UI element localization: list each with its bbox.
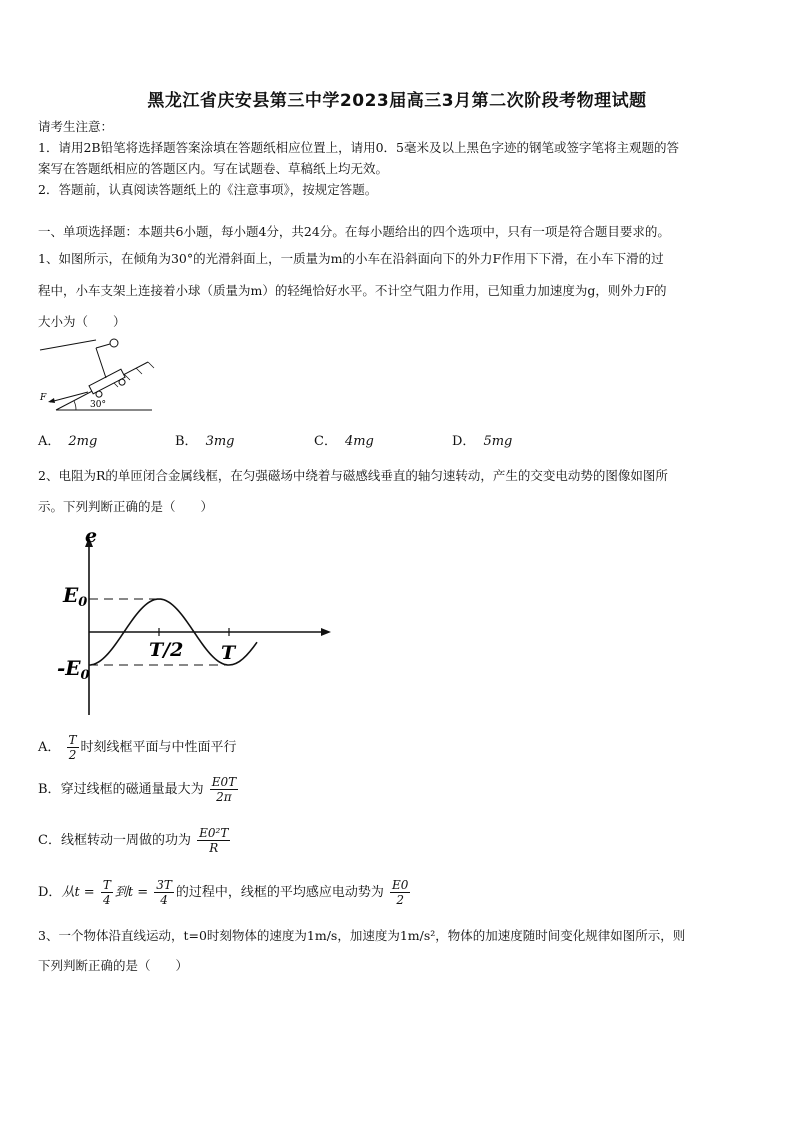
q3-line-1: 3、一个物体沿直线运动，t=0时刻物体的速度为1m/s，加速度为1m/s²，物体的加速度随时间变化规律如图所示，则 — [38, 928, 686, 943]
chart-y-tick-neg-e0: $-E_0$ — [57, 656, 90, 683]
q1-line-1: 1、如图所示，在倾角为30°的光滑斜面上，一质量为m的小车在沿斜面向下的外力F作用下下滑，在小车下滑的过 — [38, 251, 664, 266]
exam-title: 黑龙江省庆安县第三中学2023届高三3月第二次阶段考物理试题 — [147, 91, 647, 111]
q1-option-c[interactable]: C． 4mg — [314, 434, 374, 449]
q1-line-2: 程中，小车支架上连接着小球（质量为m）的轻绳恰好水平。不计空气阻力作用，已知重力加速度为g，则外力F的 — [38, 283, 667, 298]
q1-option-d[interactable]: D． 5mg — [452, 434, 513, 449]
q1-incline-figure — [36, 336, 160, 416]
chart-y-label: e — [85, 525, 98, 547]
q2-option-a[interactable]: A． $\frac{T}{2}$ 时刻线框平面与中性面平行 — [38, 733, 237, 762]
q1-option-b[interactable]: B． 3mg — [175, 434, 235, 449]
q1-option-a[interactable]: A． 2mg — [38, 434, 98, 449]
q1-force-label: F — [40, 393, 47, 403]
notice-heading: 请考生注意： — [38, 119, 114, 134]
chart-x-label-full: T — [221, 642, 236, 664]
q2-line-2: 示。下列判断正确的是（ ） — [38, 499, 214, 514]
q2-option-b[interactable]: B．穿过线框的磁通量最大为 $\frac{E0T}{2\pi}$ — [38, 775, 237, 804]
chart-x-label-half: T/2 — [149, 639, 184, 661]
chart-x-arrow — [321, 628, 331, 636]
q2-option-d[interactable]: D．从t = $\frac{T}{4}$ 到t = $\frac{3T}{4}$ 的过程中，线框的平均感应电动势为 $\frac{E0}{2}$ — [38, 878, 409, 907]
q1-angle-label: 30° — [90, 400, 106, 410]
notice-item-2: 2．答题前，认真阅读答题纸上的《注意事项》，按规定答题。 — [38, 182, 378, 197]
q2-option-c[interactable]: C．线框转动一周做的功为 $\frac{\text{E0²T}}{R}$ — [38, 826, 229, 855]
section-heading: 一、单项选择题：本题共6小题，每小题4分，共24分。在每小题给出的四个选项中，只有一项是符合题目要求的。 — [38, 224, 670, 239]
q1-line-3: 大小为（ ） — [38, 314, 126, 329]
notice-item-1-cont: 案写在答题纸相应的答题区内。写在试题卷、草稿纸上均无效。 — [38, 161, 389, 176]
q3-line-2: 下列判断正确的是（ ） — [38, 958, 189, 973]
q2-line-1: 2、电阻为R的单匝闭合金属线框，在匀强磁场中绕着与磁感线垂直的轴匀速转动，产生的交变电动势的图像如图所 — [38, 468, 668, 483]
notice-item-1: 1．请用2B铅笔将选择题答案涂填在答题纸相应位置上，请用0．5毫米及以上黑色字迹的钢笔或签字笔将主观题的答 — [38, 140, 679, 155]
q2-emf-chart — [55, 525, 340, 720]
chart-y-tick-e0: $E_0$ — [63, 583, 88, 610]
